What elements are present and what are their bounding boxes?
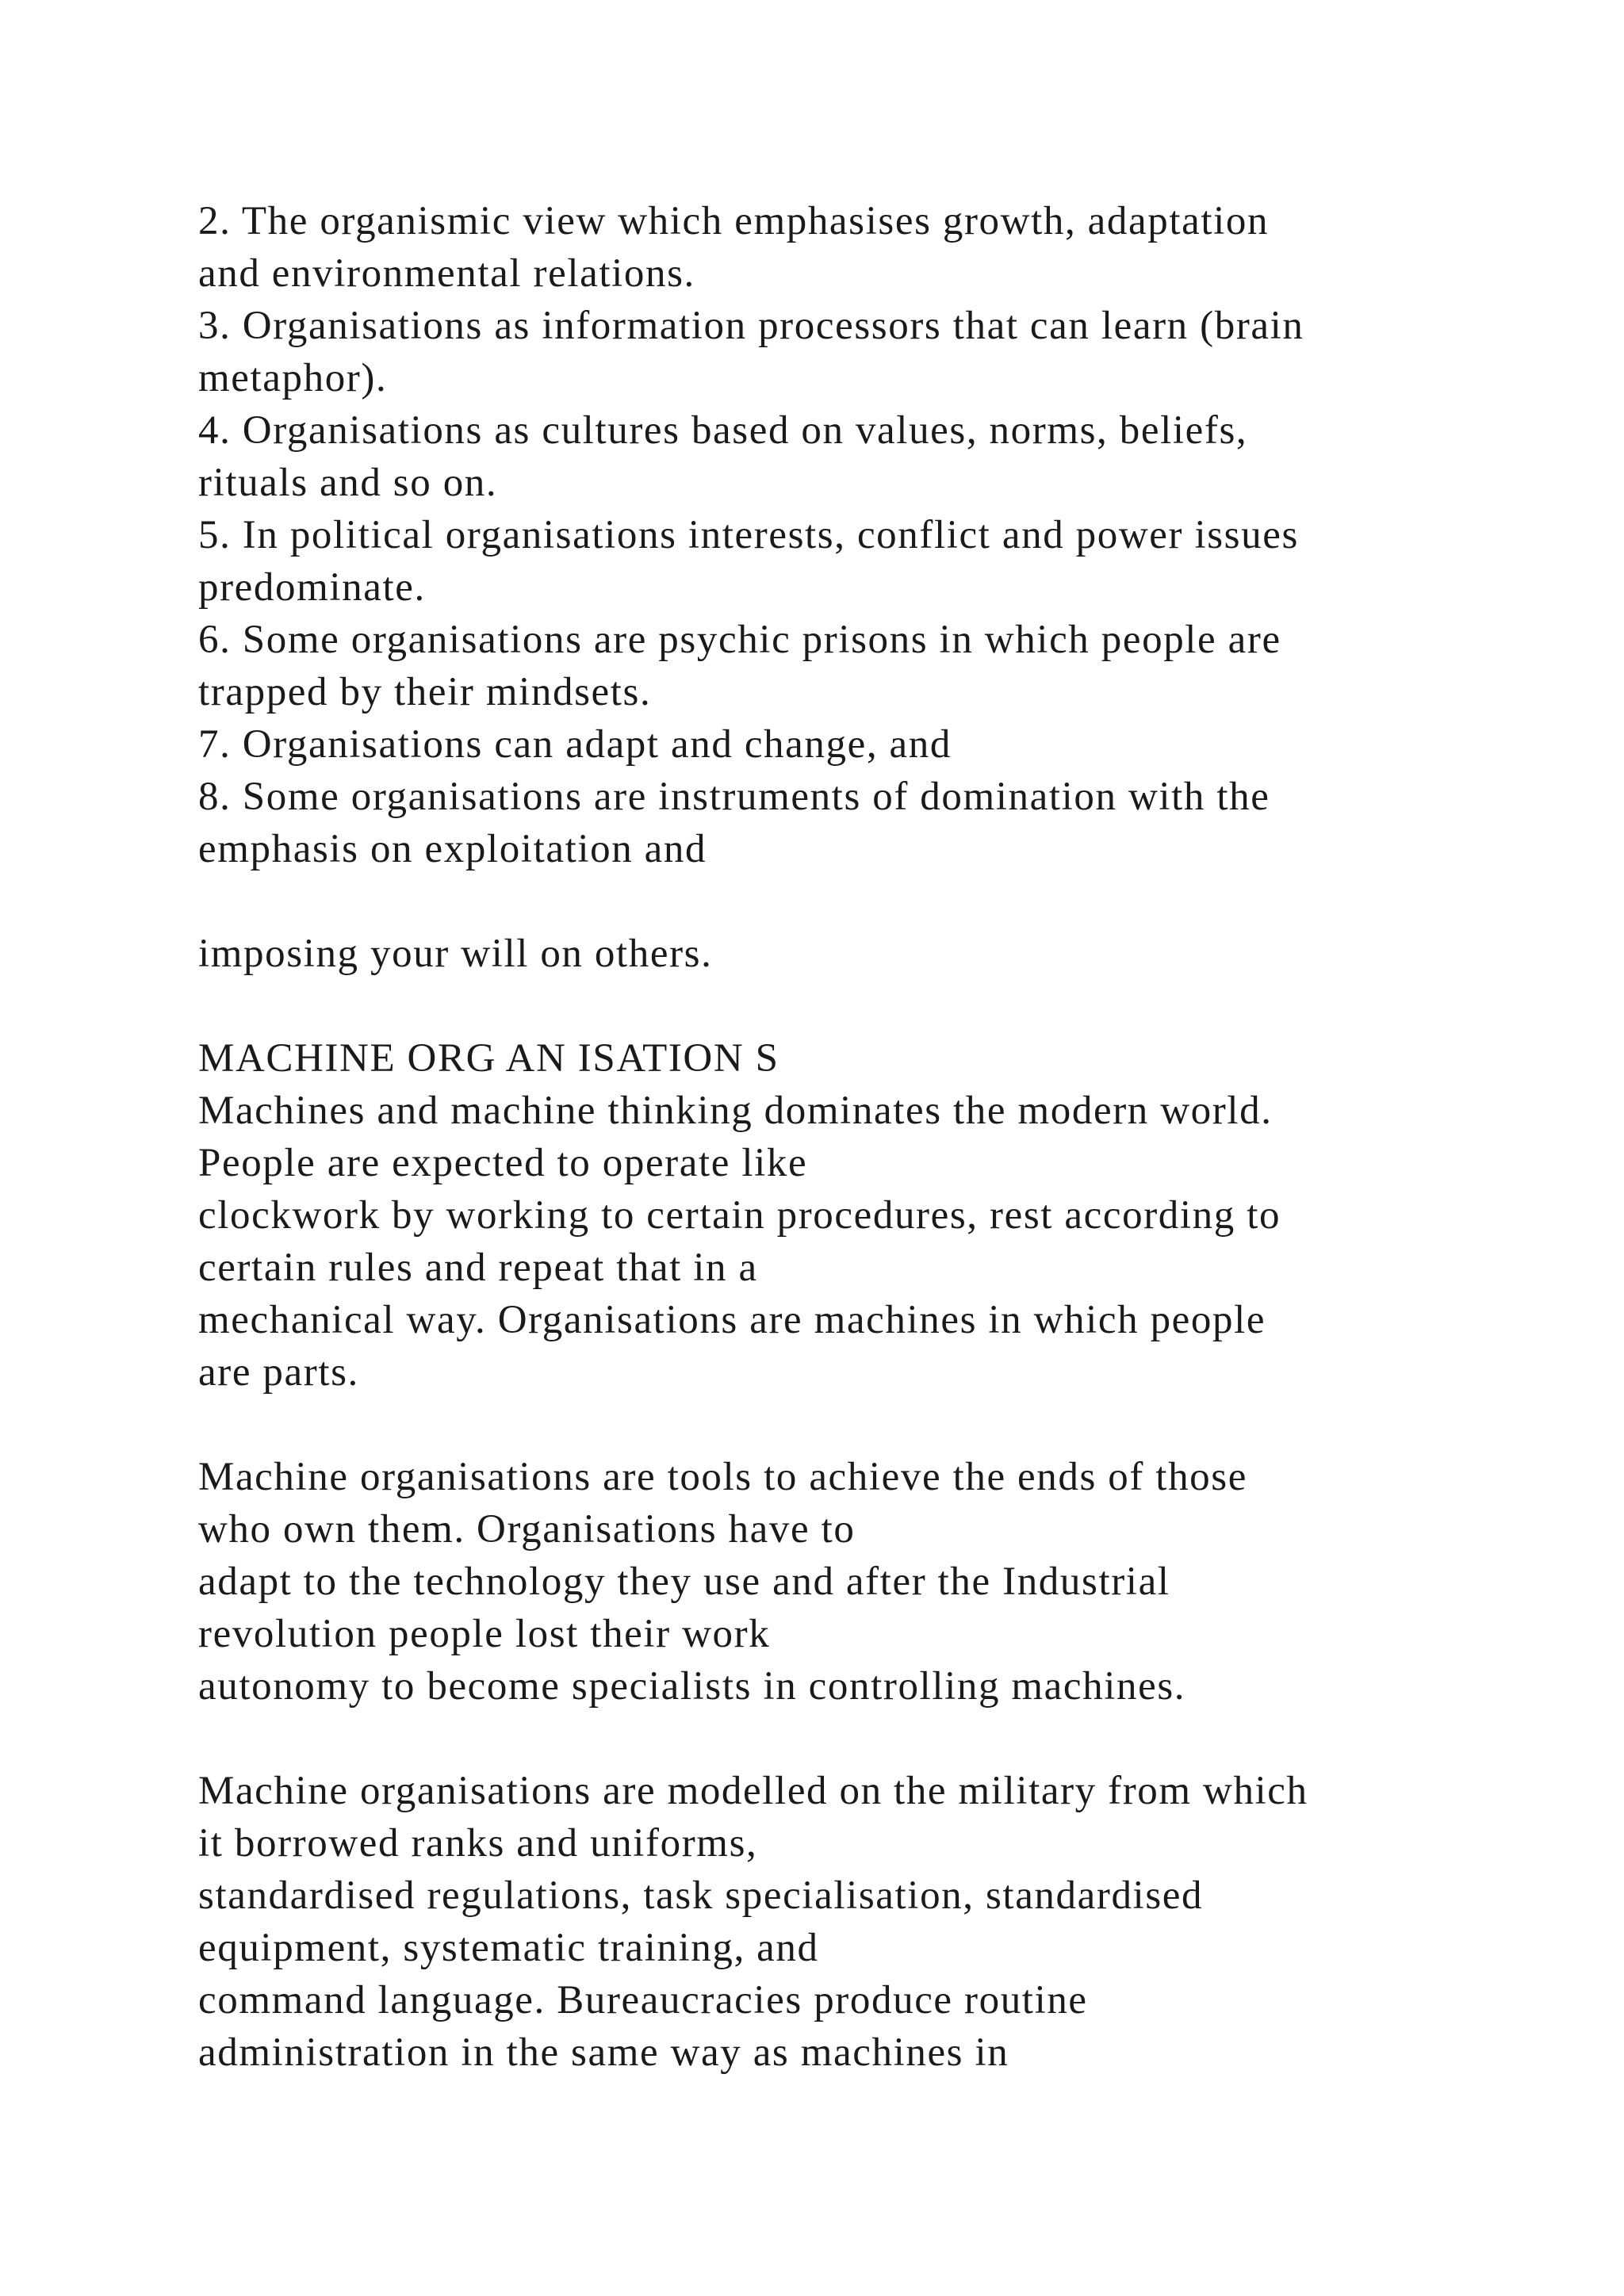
text-line: standardised regulations, task specialisation, standardised: [198, 1873, 1204, 1918]
text-line: clockwork by working to certain procedures, rest according to: [198, 1193, 1281, 1238]
blank-line: [198, 875, 1594, 928]
text-line: 5. In political organisations interests, conflict and power issues: [198, 513, 1299, 557]
text-line: imposing your will on others.: [198, 932, 713, 976]
text-line: 7. Organisations can adapt and change, and: [198, 722, 952, 767]
text-line: Machine organisations are tools to achieve the ends of those: [198, 1455, 1247, 1499]
blank-line: [198, 1399, 1594, 1451]
text-line: adapt to the technology they use and after the Industrial: [198, 1559, 1170, 1604]
text-line: predominate.: [198, 565, 426, 610]
text-line: command language. Bureaucracies produce routine: [198, 1978, 1088, 2022]
document-body: [198, 195, 1594, 2079]
text-line: 6. Some organisations are psychic prisons in which people are: [198, 618, 1281, 662]
text-line: Machine organisations are modelled on the military from which: [198, 1769, 1308, 1813]
text-line: Machines and machine thinking dominates the modern world.: [198, 1089, 1273, 1133]
blank-line: [198, 1712, 1594, 1765]
text-line: rituals and so on.: [198, 461, 498, 505]
text-line: mechanical way. Organisations are machines in which people: [198, 1298, 1266, 1342]
text-line: equipment, systematic training, and: [198, 1926, 819, 1970]
text-line: emphasis on exploitation and: [198, 827, 707, 871]
text-line: People are expected to operate like: [198, 1141, 808, 1185]
text-line: revolution people lost their work: [198, 1612, 771, 1656]
text-line: and environmental relations.: [198, 251, 695, 296]
blank-line: [198, 980, 1594, 1032]
text-line: 3. Organisations as information processors that can learn (brain: [198, 304, 1304, 348]
text-line: it borrowed ranks and uniforms,: [198, 1821, 758, 1866]
text-line: certain rules and repeat that in a: [198, 1246, 758, 1290]
text-line: administration in the same way as machines in: [198, 2030, 1009, 2075]
text-line: 4. Organisations as cultures based on values, norms, beliefs,: [198, 408, 1248, 453]
text-line: autonomy to become specialists in controlling machines.: [198, 1664, 1186, 1709]
text-line: metaphor).: [198, 356, 388, 400]
text-line: 2. The organismic view which emphasises growth, adaptation: [198, 199, 1270, 243]
text-line: 8. Some organisations are instruments of domination with the: [198, 775, 1270, 819]
text-line: trapped by their mindsets.: [198, 670, 652, 714]
text-line: who own them. Organisations have to: [198, 1507, 856, 1552]
text-line: are parts.: [198, 1350, 359, 1395]
section-heading: MACHINE ORG AN ISATION S: [198, 1036, 779, 1081]
